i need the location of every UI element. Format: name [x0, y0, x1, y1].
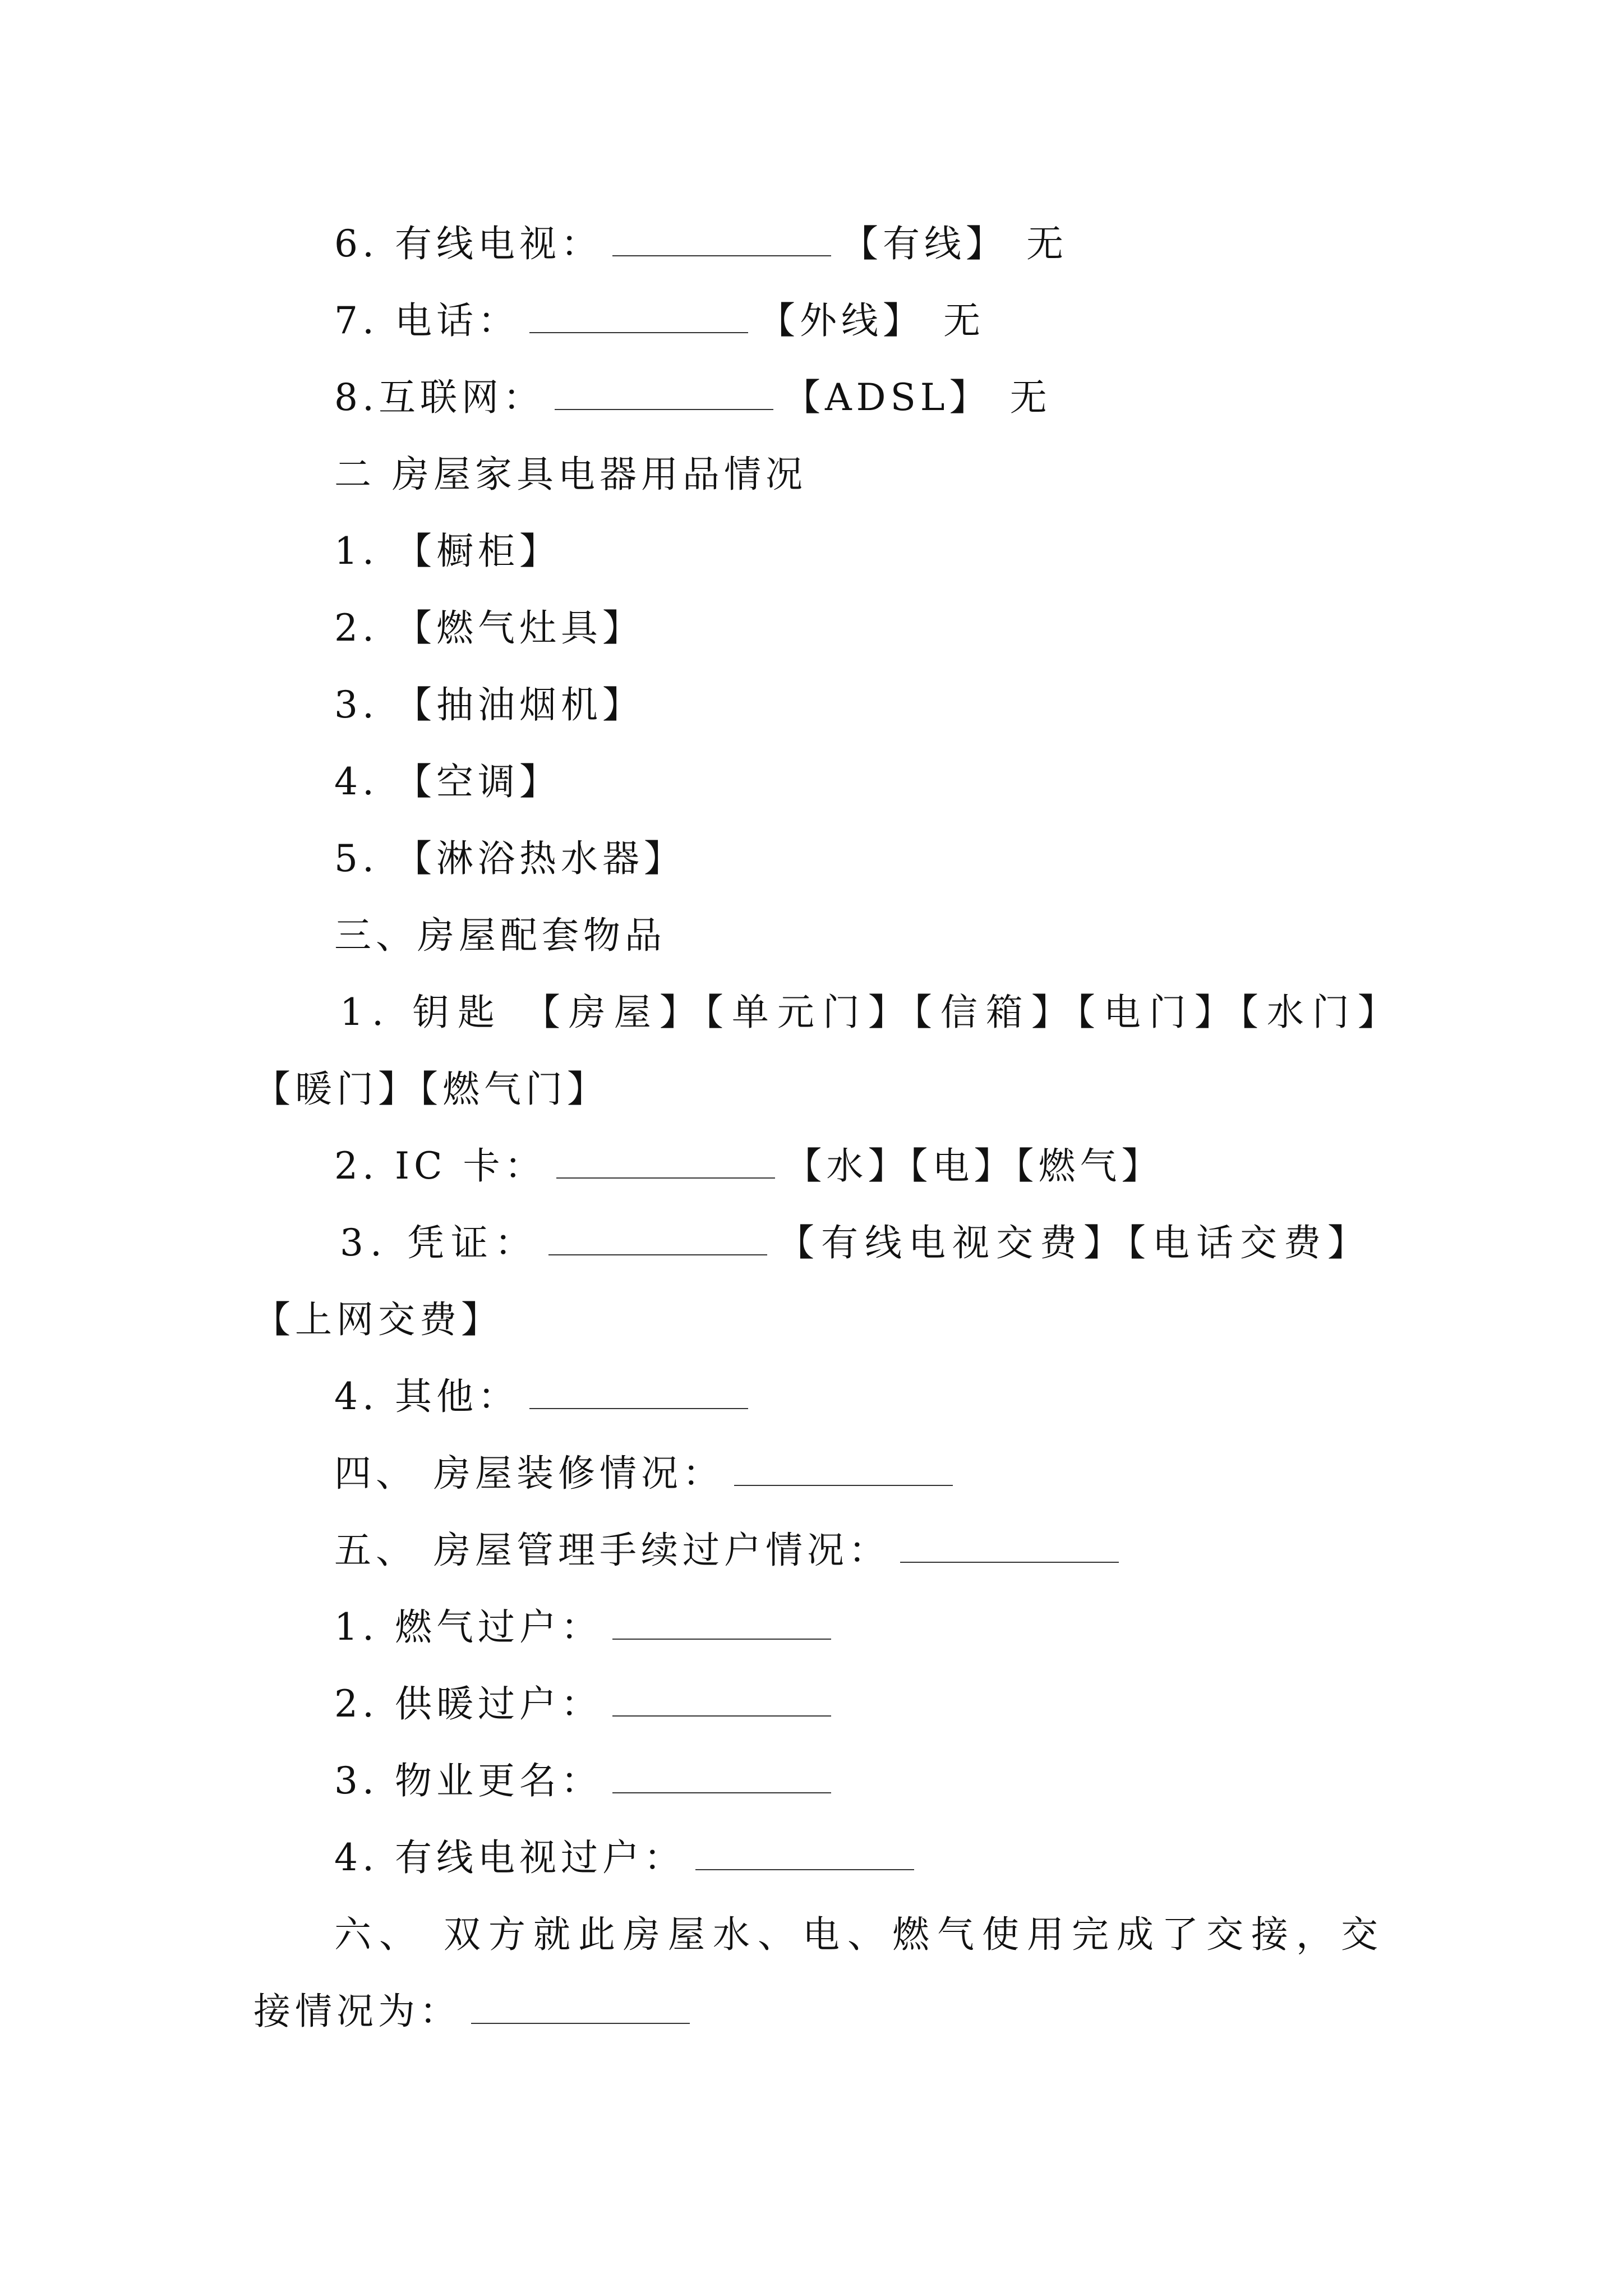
blank-cable-tv — [612, 224, 831, 256]
blank-phone — [529, 301, 748, 333]
label-property-rename: 3. 物业更名： — [334, 1759, 602, 1802]
label-receipts: 3. 凭证： — [340, 1221, 538, 1264]
section-heading-furniture: 二 房屋家具电器用品情况 — [334, 453, 807, 496]
line-receipts-continued: 【上网交费】 — [253, 1298, 502, 1341]
label-internet: 8.互联网： — [334, 376, 545, 419]
item-gas-stove: 2. 【燃气灶具】 — [334, 606, 644, 650]
line-handover: 六、 双方就此房屋水、电、燃气使用完成了交接，交 — [334, 1913, 1386, 1956]
label-cable-tv: 6. 有线电视： — [334, 222, 602, 265]
item-cabinet: 1. 【橱柜】 — [334, 530, 561, 573]
line-transfer — [334, 1528, 1129, 1573]
line-other — [334, 1374, 758, 1419]
line-decoration — [334, 1451, 963, 1496]
item-water-heater: 5. 【淋浴热水器】 — [334, 837, 685, 880]
options-receipts: 【有线电视交费】【电话交费】 — [777, 1221, 1371, 1264]
blank-cable-transfer — [695, 1838, 914, 1870]
item-range-hood: 3. 【抽油烟机】 — [334, 683, 644, 726]
line-heating-transfer — [334, 1682, 841, 1727]
blank-transfer — [900, 1530, 1119, 1563]
label-handover-status: 接情况为： — [253, 1990, 461, 2033]
label-other: 4. 其他： — [334, 1375, 519, 1418]
blank-gas-transfer — [612, 1607, 831, 1640]
line-cable-tv — [334, 222, 1068, 266]
option-outside-line: 【外线】 — [758, 299, 924, 342]
section-heading-accessories: 三、房屋配套物品 — [334, 914, 666, 957]
option-adsl: 【ADSL】 — [783, 376, 991, 419]
line-phone — [334, 298, 985, 343]
line-internet — [334, 375, 1052, 420]
line-handover-continued — [253, 1989, 700, 2034]
blank-handover-status — [471, 1991, 690, 2024]
option-none: 无 — [1009, 376, 1052, 419]
line-keys: 1. 钥匙 【房屋】【单元门】【信箱】【电门】【水门】 — [340, 991, 1403, 1034]
blank-other — [529, 1377, 748, 1409]
options-ic-card: 【水】【电】【燃气】 — [785, 1144, 1163, 1188]
line-cable-transfer — [334, 1835, 924, 1880]
line-property-rename — [334, 1759, 841, 1803]
line-keys-continued: 【暖门】【燃气门】 — [253, 1068, 608, 1111]
label-ic-card: 2. IC 卡： — [334, 1144, 546, 1188]
label-phone: 7. 电话： — [334, 299, 519, 342]
label-cable-transfer: 4. 有线电视过户： — [334, 1836, 685, 1879]
label-decoration: 四、 房屋装修情况： — [334, 1452, 724, 1495]
option-cable: 【有线】 — [841, 222, 1007, 265]
blank-ic-card — [556, 1146, 775, 1179]
line-gas-transfer — [334, 1605, 841, 1650]
line-receipts — [340, 1221, 1371, 1266]
line-ic-card — [334, 1144, 1163, 1189]
blank-internet — [555, 378, 773, 410]
blank-property-rename — [612, 1761, 831, 1793]
label-gas-transfer: 1. 燃气过户： — [334, 1605, 602, 1649]
label-transfer: 五、 房屋管理手续过户情况： — [334, 1529, 890, 1572]
blank-receipts — [548, 1223, 767, 1255]
option-none: 无 — [943, 299, 985, 342]
blank-heating-transfer — [612, 1684, 831, 1717]
label-heating-transfer: 2. 供暖过户： — [334, 1682, 602, 1726]
blank-decoration — [734, 1453, 953, 1486]
item-air-conditioner: 4. 【空调】 — [334, 760, 561, 803]
option-none: 无 — [1026, 222, 1068, 265]
